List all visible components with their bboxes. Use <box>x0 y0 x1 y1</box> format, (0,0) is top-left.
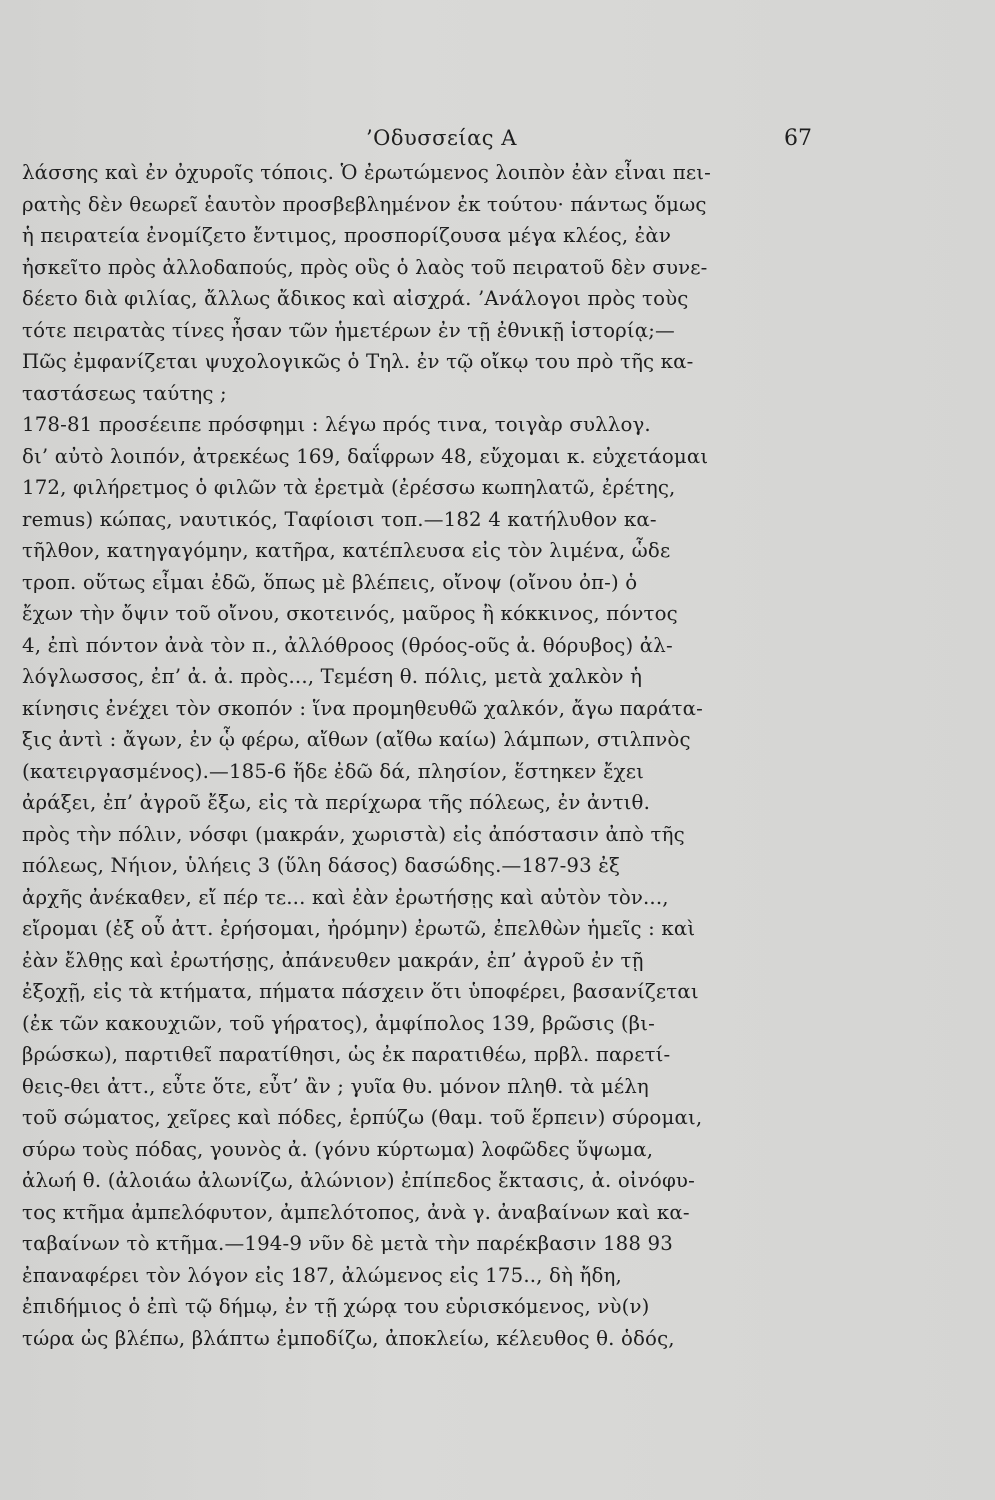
text-line: (ἐκ τῶν κακουχιῶν, τοῦ γήρατος), ἀμφίπολος 139, βρῶσις (βι- <box>22 1010 655 1035</box>
text-line: τότε πειρατὰς τίνες ἦσαν τῶν ἡμετέρων ἐν τῇ ἐθνικῇ ἱστορίᾳ;— <box>22 317 675 342</box>
text-line: τώρα ὡς βλέπω, βλάπτω ἐμποδίζω, ἀποκλείω, κέλευθος θ. ὁδός, <box>22 1325 675 1350</box>
text-line: τοῦ σώματος, χεῖρες καὶ πόδες, ἑρπύζω (θαμ. τοῦ ἕρπειν) σύρομαι, <box>22 1105 703 1129</box>
text-line: εἴρομαι (ἐξ οὗ ἀττ. ἐρήσομαι, ἠρόμην) ἐρωτῶ, ἐπελθὼν ἡμεῖς : καὶ <box>22 916 696 940</box>
text-line: Πῶς ἐμφανίζεται ψυχολογικῶς ὁ Τηλ. ἐν τῷ οἴκῳ του πρὸ τῆς κα- <box>22 349 694 373</box>
text-line: σύρω τοὺς πόδας, γουνὸς ἀ. (γόνυ κύρτωμα) λοφῶδες ὕψωμα, <box>22 1136 654 1161</box>
text-line: λάσσης καὶ ἐν ὀχυροῖς τόποις. Ὁ ἐρωτώμενος λοιπὸν ἐὰν εἶναι πει- <box>22 160 711 184</box>
text-line: τροπ. οὕτως εἶμαι ἐδῶ, ὅπως μὲ βλέπεις, οἴνοψ (οἴνου ὀπ-) ὁ <box>22 569 638 594</box>
text-line: ταστάσεως ταύτης ; <box>22 380 227 405</box>
text-line: ἐὰν ἔλθῃς καὶ ἐρωτήσῃς, ἀπάνευθεν μακράν, ἐπ’ ἀγροῦ ἐν τῇ <box>22 947 644 972</box>
text-line: ἐπιδήμιος ὁ ἐπὶ τῷ δήμῳ, ἐν τῇ χώρᾳ του εὑρισκόμενος, νὺ(ν) <box>22 1294 650 1318</box>
text-line: 4, ἐπὶ πόντον ἀνὰ τὸν π., ἀλλόθροος (θρόος-οῦς ἀ. θόρυβος) ἀλ- <box>22 632 673 657</box>
text-line: θεις-θει ἀττ., εὖτε ὅτε, εὖτ’ ἂν ; γυῖα θυ. μόνον πληθ. τὰ μέλη <box>22 1073 649 1098</box>
text-line: ἀράξει, ἐπ’ ἀγροῦ ἔξω, εἰς τὰ περίχωρα τῆς πόλεως, ἐν ἀντιθ. <box>22 790 651 814</box>
text-line: 178-81 προσέειπε πρόσφημι : λέγω πρός τινα, τοιγὰρ συλλογ. <box>22 412 651 436</box>
text-line: κίνησις ἐνέχει τὸν σκοπόν : ἵνα προμηθευθῶ χαλκόν, ἄγω παράτα- <box>22 695 703 720</box>
text-line: ἐξοχῇ, εἰς τὰ κτήματα, πήματα πάσχειν ὅτι ὑποφέρει, βασανίζεται <box>22 979 699 1003</box>
text-line: remus) κώπας, ναυτικός, Ταφίοισι τοπ.—182 4 κατήλυθον κα- <box>22 506 657 531</box>
text-line: ταβαίνων τὸ κτῆμα.—194-9 νῦν δὲ μετὰ τὴν παρέκβασιν 188 93 <box>22 1231 673 1255</box>
text-line: ρατὴς δὲν θεωρεῖ ἑαυτὸν προσβεβλημένον ἐκ τούτου· πάντως ὅμως <box>22 191 707 216</box>
text-line: ξις ἀντὶ : ἄγων, ἐν ᾧ φέρω, αἴθων (αἴθω καίω) λάμπων, στιλπνὸς <box>22 727 691 751</box>
text-line: δέετο διὰ φιλίας, ἄλλως ἄδικος καὶ αἰσχρά. ’Ανάλογοι πρὸς τοὺς <box>22 286 689 310</box>
text-line: ἡ πειρατεία ἐνομίζετο ἔντιμος, προσπορίζουσα μέγα κλέος, ἐὰν <box>22 223 672 247</box>
text-line: λόγλωσσος, ἐπ’ ἀ. ἀ. πρὸς..., Τεμέση θ. πόλις, μετὰ χαλκὸν ἡ <box>22 664 643 688</box>
text-line: ἀρχῆς ἀνέκαθεν, εἴ πέρ τε... καὶ ἐὰν ἐρωτήσῃς καὶ αὐτὸν τὸν..., <box>22 884 669 909</box>
text-line: βρώσκω), παρτιθεῖ παρατίθησι, ὡς ἐκ παρατιθέω, πρβλ. παρετί- <box>22 1042 671 1066</box>
running-title: ’Οδυσσείας Α <box>366 126 517 150</box>
text-line: ἐπαναφέρει τὸν λόγον εἰς 187, ἀλώμενος εἰς 175.., δὴ ἤδη, <box>22 1262 622 1287</box>
text-line: ἠσκεῖτο πρὸς ἀλλοδαπούς, πρὸς οὓς ὁ λαὸς τοῦ πειρατοῦ δὲν συνε- <box>22 254 708 279</box>
text-line: πρὸς τὴν πόλιν, νόσφι (μακράν, χωριστὰ) εἰς ἀπόστασιν ἀπὸ τῆς <box>22 821 685 846</box>
text-line: ἀλωή θ. (ἀλοιάω ἀλωνίζω, ἀλώνιον) ἐπίπεδος ἔκτασις, ἀ. οἰνόφυ- <box>22 1168 695 1192</box>
text-line: πόλεως, Νήιον, ὑλήεις 3 (ὕλη δάσος) δασώδης.—187-93 ἐξ <box>22 853 621 877</box>
text-line: (κατειργασμένος).—185-6 ἥδε ἐδῶ δά, πλησίον, ἕστηκεν ἔχει <box>22 758 645 783</box>
text-line: 172, φιλήρετμος ὁ φιλῶν τὰ ἐρετμὰ (ἐρέσσω κωπηλατῶ, ἐρέτης, <box>22 475 676 499</box>
page-number: 67 <box>784 126 812 151</box>
text-line: ἔχων τὴν ὄψιν τοῦ οἴνου, σκοτεινός, μαῦρος ἢ κόκκινος, πόντος <box>22 601 678 625</box>
text-line: δι’ αὐτὸ λοιπόν, ἀτρεκέως 169, δαΐφρων 48, εὔχομαι κ. εὐχετάομαι <box>22 443 709 468</box>
text-line: τῆλθον, κατηγαγόμην, κατῆρα, κατέπλευσα εἰς τὸν λιμένα, ὧδε <box>22 538 671 562</box>
page-header <box>0 126 995 156</box>
text-line: τος κτῆμα ἀμπελόφυτον, ἀμπελότοπος, ἀνὰ γ. ἀναβαίνων καὶ κα- <box>22 1199 690 1224</box>
